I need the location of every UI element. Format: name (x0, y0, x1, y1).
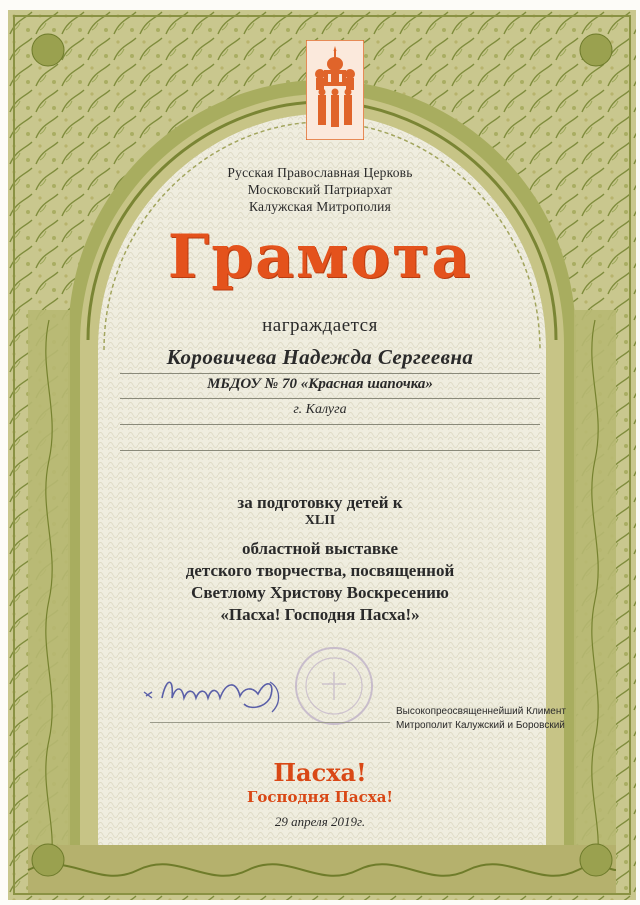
reason-line-3: областной выставке (241, 539, 398, 558)
reason-line-6: «Пасха! Господня Пасха!» (220, 605, 420, 624)
reason-line-4: детского творчества, посвященной (185, 561, 455, 580)
reason-line-2: XLII (304, 513, 336, 528)
issue-date: 29 апреля 2019г. (274, 814, 366, 829)
signatory-line-1: Высокопреосвященнейший Климент (396, 706, 566, 717)
reason-line-5: Светлому Христову Воскресению (191, 583, 449, 602)
underline (120, 373, 540, 374)
underline (120, 450, 540, 451)
reason-line-1: за подготовку детей к (237, 493, 403, 512)
underline (120, 398, 540, 399)
easter-greeting: Пасха! (273, 758, 367, 787)
church-emblem-icon (306, 40, 364, 140)
recipient-name: Коровичева Надежда Сергеевна (166, 345, 474, 369)
patriarchate-name: Московский Патриархат (247, 182, 393, 197)
handwritten-signature (140, 668, 300, 720)
church-name: Русская Православная Церковь (227, 165, 413, 180)
awarded-label: награждается (262, 315, 378, 336)
seal-stamp-icon (292, 644, 376, 728)
signature-line (150, 722, 390, 723)
easter-greeting-sub: Господня Пасха! (246, 788, 394, 806)
certificate-title: Грамота (167, 222, 473, 292)
signatory-line-2: Митрополит Калужский и Боровский (396, 720, 565, 731)
signatory-title (396, 705, 566, 733)
metropolis-name: Калужская Митрополия (248, 199, 391, 214)
recipient-city: г. Калуга (293, 402, 347, 417)
underline (120, 424, 540, 425)
recipient-organization: МБДОУ № 70 «Красная шапочка» (207, 376, 433, 392)
